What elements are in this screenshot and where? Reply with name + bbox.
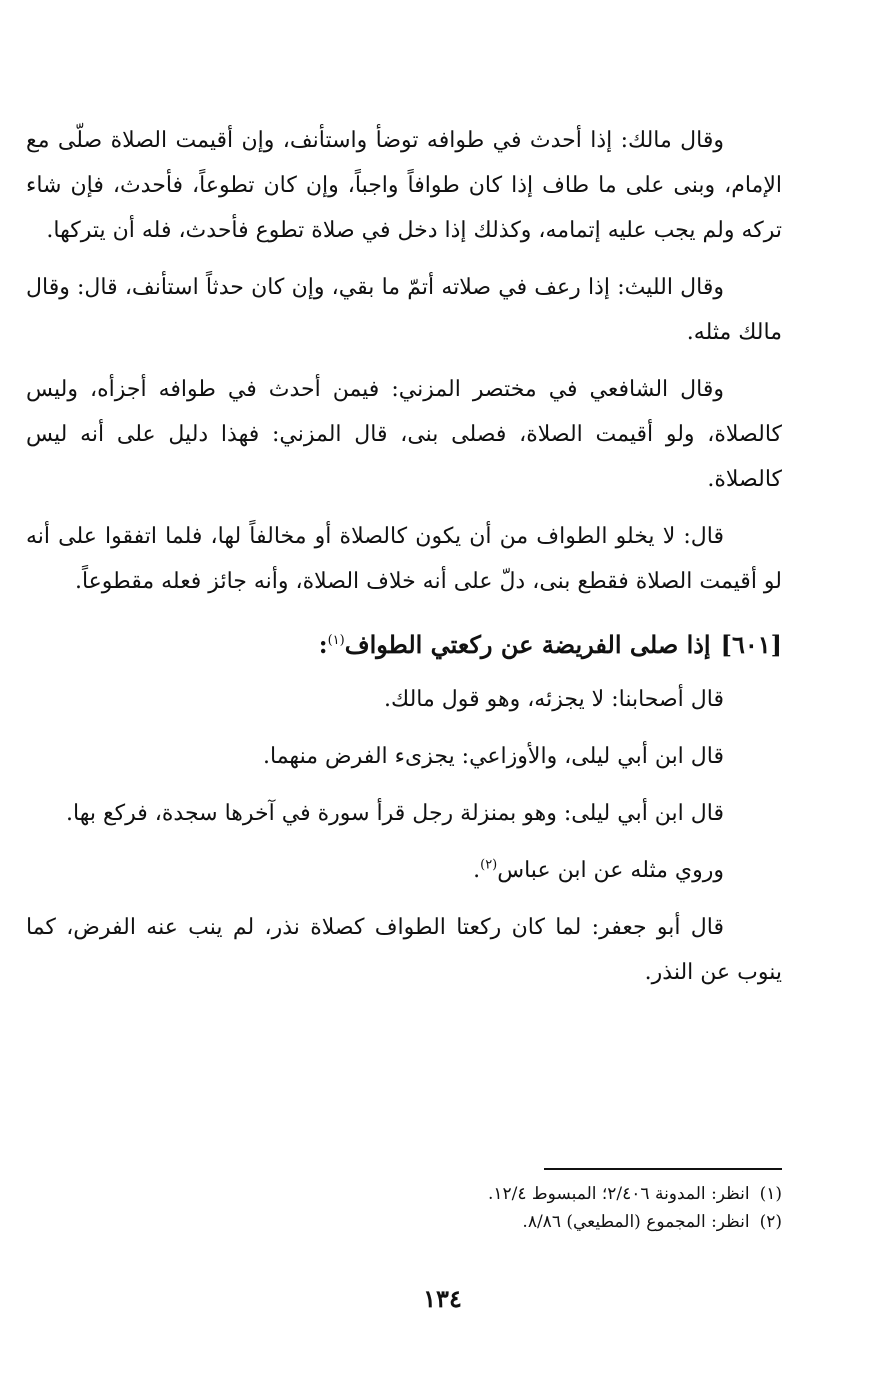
paragraph-abu-jafar: قال أبو جعفر: لما كان ركعتا الطواف كصلاة نذر، لم ينب عنه الفرض، كما ينوب عن النذر. <box>26 915 782 985</box>
paragraph-conclusion: قال: لا يخلو الطواف من أن يكون كالصلاة أو مخالفاً لها، فلما اتفقوا على أنه لو أقيمت الصلاة فقطع بنى، دلّ على أنه خلاف الصلاة، وأنه جائز فعله مقطوعاً. <box>26 524 782 594</box>
paragraph-ashabuna: قال أصحابنا: لا يجزئه، وهو قول مالك. <box>384 687 724 712</box>
section-number: [٦٠١] <box>720 630 782 659</box>
footnote-1 <box>26 1180 782 1208</box>
section-title-suffix: : <box>318 630 328 659</box>
footnote-divider <box>544 1168 782 1170</box>
page-body <box>26 118 782 1007</box>
narration-text: وروي مثله عن ابن عباس <box>497 858 724 883</box>
section-title: إذا صلى الفريضة عن ركعتي الطواف <box>344 630 711 659</box>
footnote-ref-1[interactable]: (١) <box>327 633 345 648</box>
paragraph-ibn-abbas <box>26 848 782 893</box>
narration-end: . <box>473 858 481 883</box>
paragraph-malik: وقال مالك: إذا أحدث في طوافه توضأ واستأنف، وإن أقيمت الصلاة صلّى مع الإمام، وبنى على ما طاف إذا كان طوافاً واجباً، وإن كان تطوعاً، فأحدث، فإن شاء تركه ولم يجب عليه إتمامه، وكذلك إذا دخل في صلاة تطوع فأحدث، فله أن يتركها. <box>26 128 782 243</box>
paragraph-shafii: وقال الشافعي في مختصر المزني: فيمن أحدث في طوافه أجزأه، وليس كالصلاة، ولو أقيمت الصلاة، فصلى بنى، قال المزني: فهذا دليل على أنه ليس كالصلاة. <box>26 377 782 492</box>
paragraph-ibn-abi-layla-1: قال ابن أبي ليلى، والأوزاعي: يجزىء الفرض منهما. <box>263 744 724 769</box>
footnote-text: انظر: المدونة ٢/٤٠٦؛ المبسوط ١٢/٤. <box>488 1184 750 1204</box>
footnote-ref-2[interactable]: (٢) <box>480 857 498 873</box>
page-number: ١٣٤ <box>423 1284 462 1313</box>
footnote-text: انظر: المجموع (المطيعي) ٨/٨٦. <box>522 1212 750 1232</box>
footnote-2 <box>26 1208 782 1236</box>
paragraph-layth: وقال الليث: إذا رعف في صلاته أتمّ ما بقي، وإن كان حدثاً استأنف، قال: وقال مالك مثله. <box>26 275 782 345</box>
paragraph-ibn-abi-layla-2: قال ابن أبي ليلى: وهو بمنزلة رجل قرأ سورة في آخرها سجدة، فركع بها. <box>66 801 724 826</box>
section-heading <box>26 622 782 667</box>
footnote-number: (١) <box>759 1184 782 1204</box>
footnote-number: (٢) <box>759 1212 782 1232</box>
footnotes <box>26 1168 782 1236</box>
